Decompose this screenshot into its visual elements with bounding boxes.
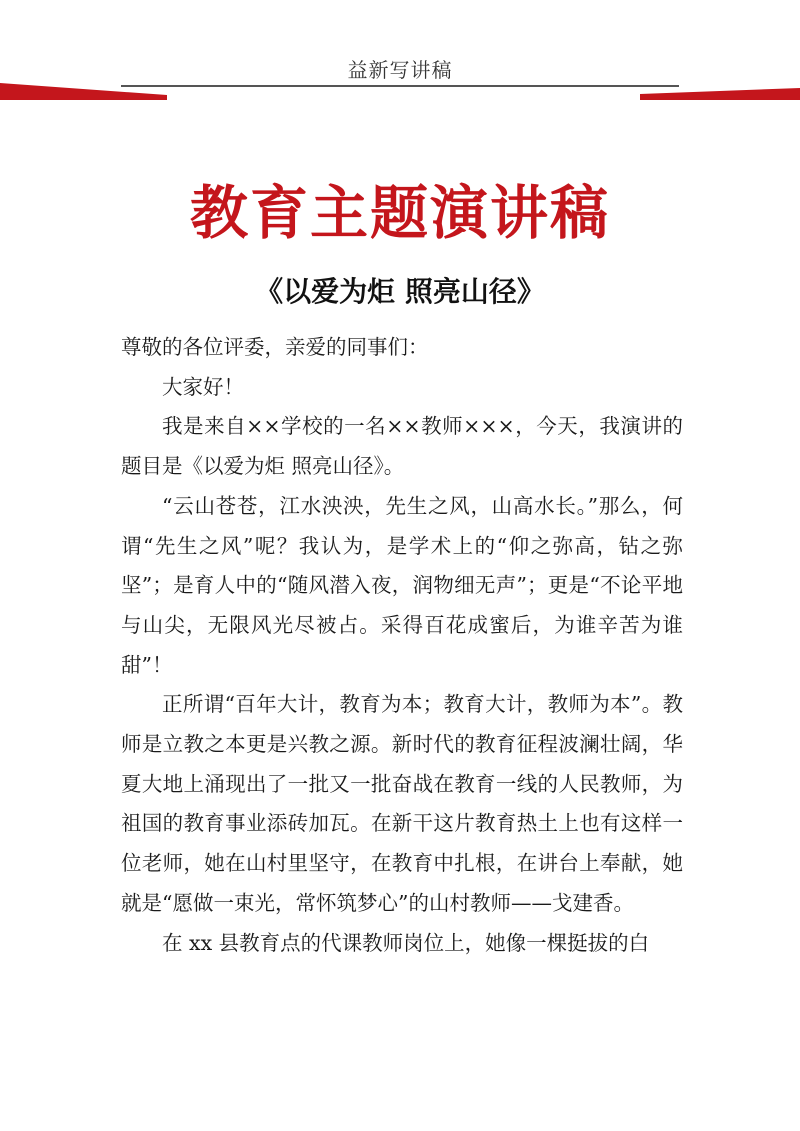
header-text: 益新写讲稿 (347, 58, 453, 82)
document-title: 教育主题演讲稿 (189, 179, 610, 247)
document-body (121, 328, 683, 963)
paragraph-post: 在 xx 县教育点的代课教师岗位上，她像一棵挺拔的白 (162, 930, 650, 955)
paragraph-quote: “云山苍苍，江水泱泱，先生之风，山高水长。”那么，何谓“先生之风”呢？我认为，是学术上的“仰之弥高，钻之弥坚”；是育人中的“随风潜入夜，润物细无声”；更是“不论平地与山尖，无限风光尽被占。采得百花成蜜后，为谁辛苦为谁甜”！ (121, 493, 683, 677)
paragraph-intro: 我是来自××学校的一名××教师×××，今天，我演讲的题目是《以爱为炬 照亮山径》。 (121, 414, 683, 479)
paragraph-greeting: 大家好！ (162, 374, 244, 399)
header-divider (121, 85, 679, 87)
paragraph-salutation: 尊敬的各位评委，亲爱的同事们： (121, 335, 429, 359)
paragraph-teachers: 正所谓“百年大计，教育为本；教育大计，教师为本”。教师是立教之本更是兴教之源。新时代的教育征程波澜壮阔，华夏大地上涌现出了一批又一批奋战在教育一线的人民教师，为祖国的教育事业添砖加瓦。在新干这片教育热土上也有这样一位老师，她在山村里坚守，在教育中扎根，在讲台上奉献，她就是“愿做一束光，常怀筑梦心”的山村教师——戈建香。 (121, 692, 683, 915)
document-subtitle: 《以爱为炬 照亮山径》 (255, 275, 545, 308)
